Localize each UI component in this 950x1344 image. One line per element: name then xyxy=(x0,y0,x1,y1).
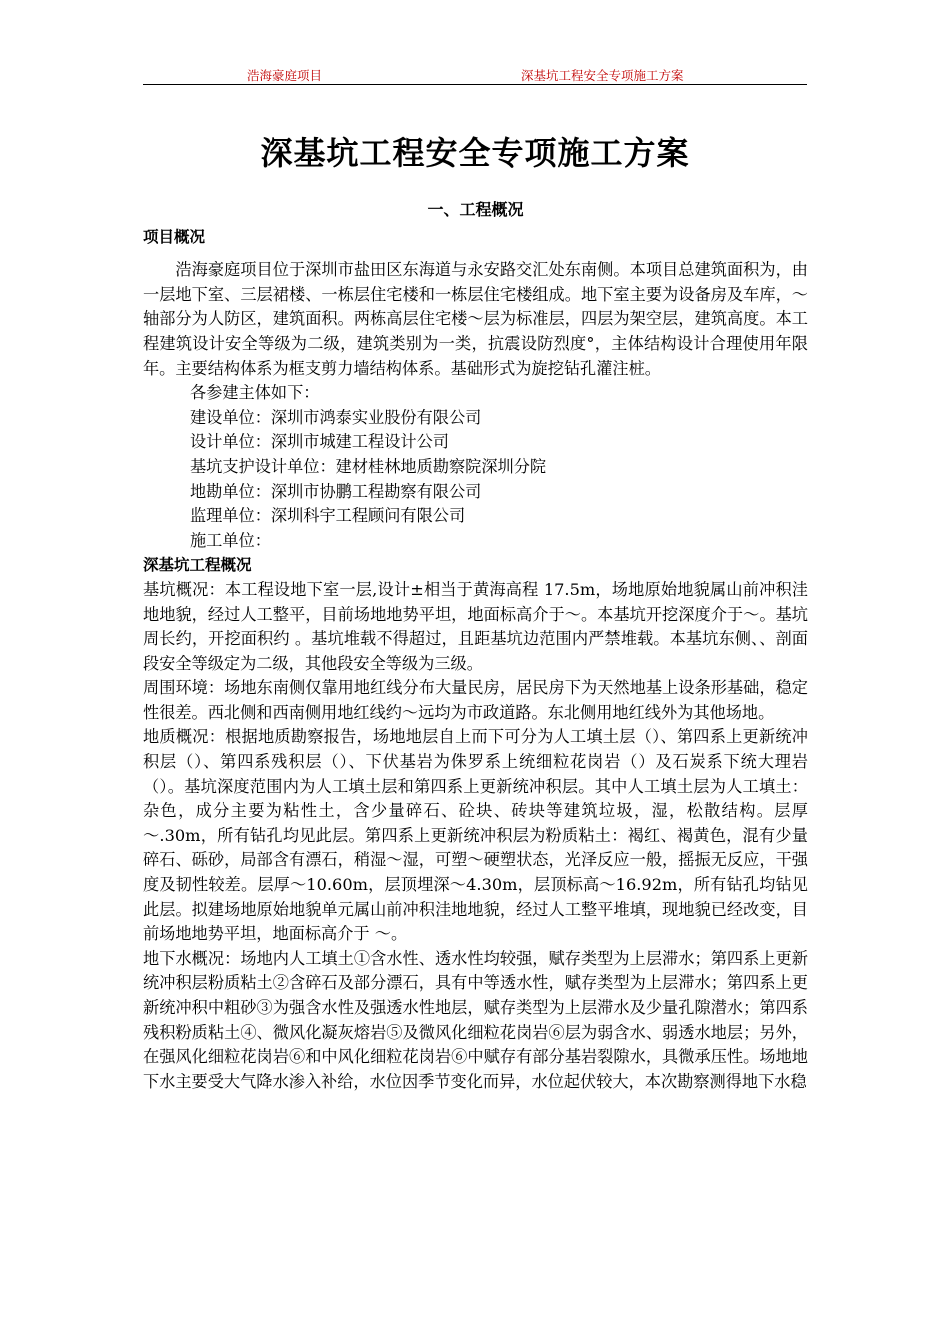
party-developer: 建设单位：深圳市鸿泰实业股份有限公司 xyxy=(190,407,482,427)
page-header xyxy=(143,62,807,85)
pit-paragraph: 基坑概况：本工程设地下室一层,设计±相当于黄海高程 17.5m，场地原始地貌属山前冲积洼地地貌，经过人工整平，目前场地地势平坦，地面标高介于～。本基坑开挖深度介于～。基坑周长约，开挖面积约 。基坑堆载不得超过，且距基坑边范围内严禁堆载。本基坑东侧、、剖面段安全等级定为二级，其他段安全等级为三级。 xyxy=(143,579,808,673)
party-surveyor: 地勘单位：深圳市协鹏工程勘察有限公司 xyxy=(190,481,482,501)
party-support-designer: 基坑支护设计单位：建材桂林地质勘察院深圳分院 xyxy=(190,456,547,476)
geology-paragraph: 地质概况：根据地质勘察报告，场地地层自上而下可分为人工填土层（）、第四系上更新统冲积层（）、第四系残积层（）、下伏基岩为侏罗系上统细粒花岗岩（）及石炭系下统大理岩（）。基坑深度范围内为人工填土层和第四系上更新统冲积层。其中人工填土层为人工填土：杂色，成分主要为粘性土，含少量碎石、砼块、砖块等建筑垃圾，湿，松散结构。层厚～.30m，所有钻孔均见此层。第四系上更新统冲积层为粉质粘土：褐红、褐黄色，混有少量碎石、砾砂，局部含有漂石，稍湿～湿，可塑～硬塑状态，光泽反应一般，摇振无反应，干强度及韧性较差。层厚～10.60m，层顶埋深～4.30m，层顶标高～16.92m，所有钻孔均钻见此层。拟建场地原始地貌单元属山前冲积洼地地貌，经过人工整平堆填，现地貌已经改变，目前场地地势平坦，地面标高介于 ～。 xyxy=(143,727,808,944)
header-document-name: 深基坑工程安全专项施工方案 xyxy=(521,68,684,83)
document-body xyxy=(143,198,808,1094)
party-supervisor: 监理单位：深圳科宇工程顾问有限公司 xyxy=(190,506,466,526)
project-overview-heading: 项目概况 xyxy=(143,227,206,246)
pit-overview-heading: 深基坑工程概况 xyxy=(143,556,252,575)
surroundings-paragraph: 周围环境：场地东南侧仅靠用地红线分布大量民房，居民房下为天然地基上设条形基础，稳定性很差。西北侧和西南侧用地红线约～远均为市政道路。东北侧用地红线外为其他场地。 xyxy=(143,678,808,722)
party-contractor: 施工单位： xyxy=(190,530,271,550)
project-overview-paragraph: 浩海豪庭项目位于深圳市盐田区东海道与永安路交汇处东南侧。本项目总建筑面积为，由一层地下室、三层裙楼、一栋层住宅楼和一栋层住宅楼组成。地下室主要为设备房及车库，～轴部分为人防区，建筑面积。两栋高层住宅楼～层为标准层，四层为架空层，建筑高度。本工程建筑设计安全等级为二级，建筑类别为一类，抗震设防烈度°，主体结构设计合理使用年限年。主要结构体系为框支剪力墙结构体系。基础形式为旋挖钻孔灌注桩。 xyxy=(143,260,808,378)
section-heading: 一、工程概况 xyxy=(427,200,524,219)
document-title: 深基坑工程安全专项施工方案 xyxy=(260,134,690,172)
header-project-name: 浩海豪庭项目 xyxy=(247,68,323,83)
parties-intro: 各参建主体如下： xyxy=(190,383,320,403)
party-designer: 设计单位：深圳市城建工程设计公司 xyxy=(190,432,449,452)
groundwater-paragraph: 地下水概况：场地内人工填土①含水性、透水性均较强，赋存类型为上层滞水；第四系上更新统冲积层粉质粘土②含碎石及部分漂石，具有中等透水性，赋存类型为上层滞水；第四系上更新统冲积中粗砂③为强含水性及强透水性地层，赋存类型为上层滞水及少量孔隙潜水；第四系残积粉质粘土④、微风化凝灰熔岩⑤及微风化细粒花岗岩⑥层为弱含水、弱透水地层；另外，在强风化细粒花岗岩⑥和中风化细粒花岗岩⑥中赋存有部分基岩裂隙水，具微承压性。场地地下水主要受大气降水渗入补给，水位因季节变化而异，水位起伏较大，本次勘察测得地下水稳 xyxy=(143,948,808,1091)
